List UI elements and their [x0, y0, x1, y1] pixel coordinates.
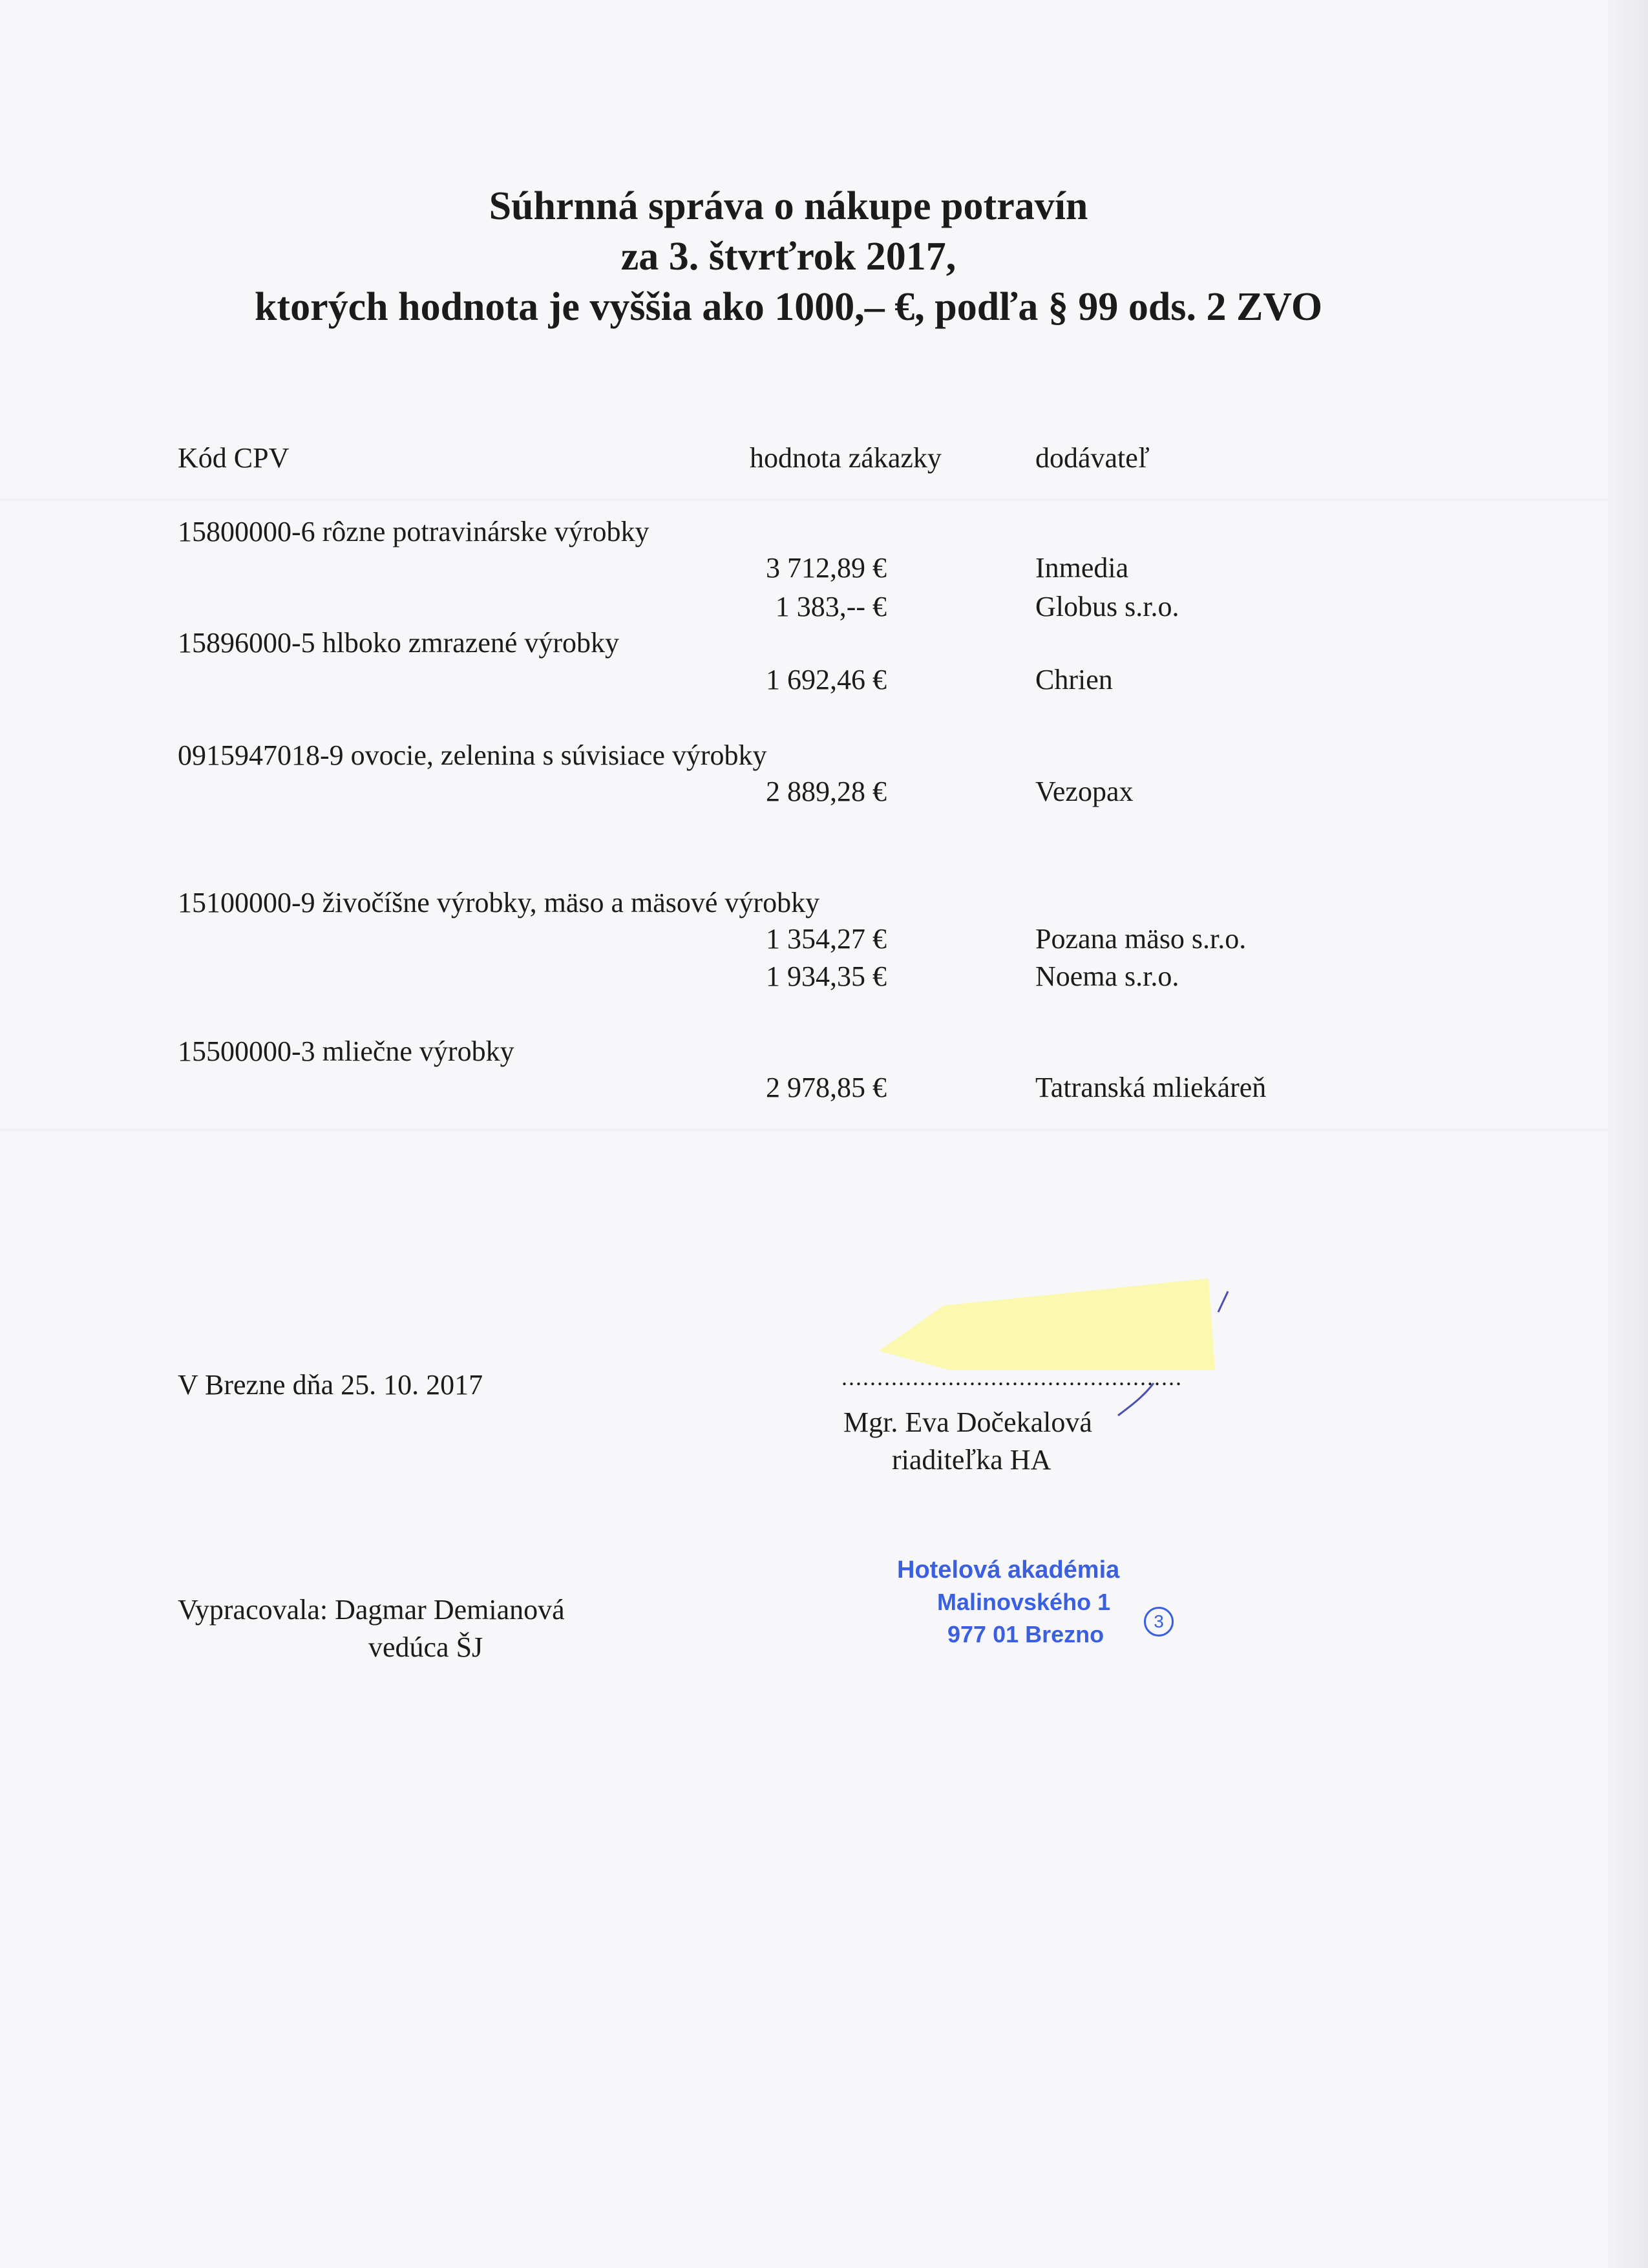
- report-title-line-3: ktorých hodnota je vyššia ako 1000,– €, podľa § 99 ods. 2 ZVO: [254, 285, 1323, 329]
- column-header-code: Kód CPV: [178, 442, 290, 474]
- category-label: 15500000-3 mliečne výrobky: [178, 1035, 514, 1067]
- prepared-by-role: vedúca ŠJ: [368, 1631, 483, 1663]
- column-header-supplier: dodávateľ: [1035, 442, 1150, 474]
- report-title-line-1: Súhrnná správa o nákupe potravín: [489, 184, 1088, 228]
- entry-supplier: Tatranská mliekáreň: [1035, 1072, 1267, 1103]
- place-date: V Brezne dňa 25. 10. 2017: [178, 1369, 483, 1401]
- entry-value: 2 889,28 €: [766, 776, 887, 807]
- stamp-line-2: Malinovského 1: [937, 1589, 1111, 1615]
- entry-supplier: Pozana mäso s.r.o.: [1035, 923, 1247, 955]
- entry-value: 1 354,27 €: [766, 923, 887, 955]
- entry-value: 1 692,46 €: [766, 664, 887, 695]
- entry-supplier: Vezopax: [1035, 776, 1134, 807]
- category-label: 15800000-6 rôzne potravinárske výrobky: [178, 516, 650, 547]
- stamp-number-mark: 3: [1144, 1607, 1174, 1637]
- stamp-line-1: Hotelová akadémia: [897, 1556, 1120, 1584]
- category-label: 15896000-5 hlboko zmrazené výrobky: [178, 627, 620, 659]
- paper-fold: [0, 1128, 1608, 1132]
- entry-value: 1 934,35 €: [766, 960, 887, 992]
- entry-value: 3 712,89 €: [766, 552, 887, 584]
- stamp-line-3: 977 01 Brezno: [947, 1621, 1104, 1648]
- signature-line: ................................................: [841, 1364, 1183, 1390]
- entry-supplier: Inmedia: [1035, 552, 1129, 584]
- entry-supplier: Globus s.r.o.: [1035, 591, 1179, 622]
- prepared-by: Vypracovala: Dagmar Demianová: [178, 1594, 565, 1626]
- entry-supplier: Chrien: [1035, 664, 1113, 695]
- category-label: 15100000-9 živočíšne výrobky, mäso a mäsové výrobky: [178, 887, 820, 918]
- report-title-line-2: za 3. štvrťrok 2017,: [620, 235, 956, 279]
- signatory-role: riaditeľka HA: [892, 1444, 1051, 1476]
- category-label: 0915947018-9 ovocie, zelenina s súvisiace výrobky: [178, 739, 767, 771]
- page-edge: [1608, 0, 1648, 2268]
- paper-fold: [0, 498, 1608, 502]
- entry-supplier: Noema s.r.o.: [1035, 960, 1179, 992]
- entry-value: 2 978,85 €: [766, 1072, 887, 1103]
- entry-value: 1 383,-- €: [775, 591, 887, 622]
- signatory-name: Mgr. Eva Dočekalová: [843, 1406, 1092, 1438]
- column-header-value: hodnota zákazky: [750, 442, 942, 474]
